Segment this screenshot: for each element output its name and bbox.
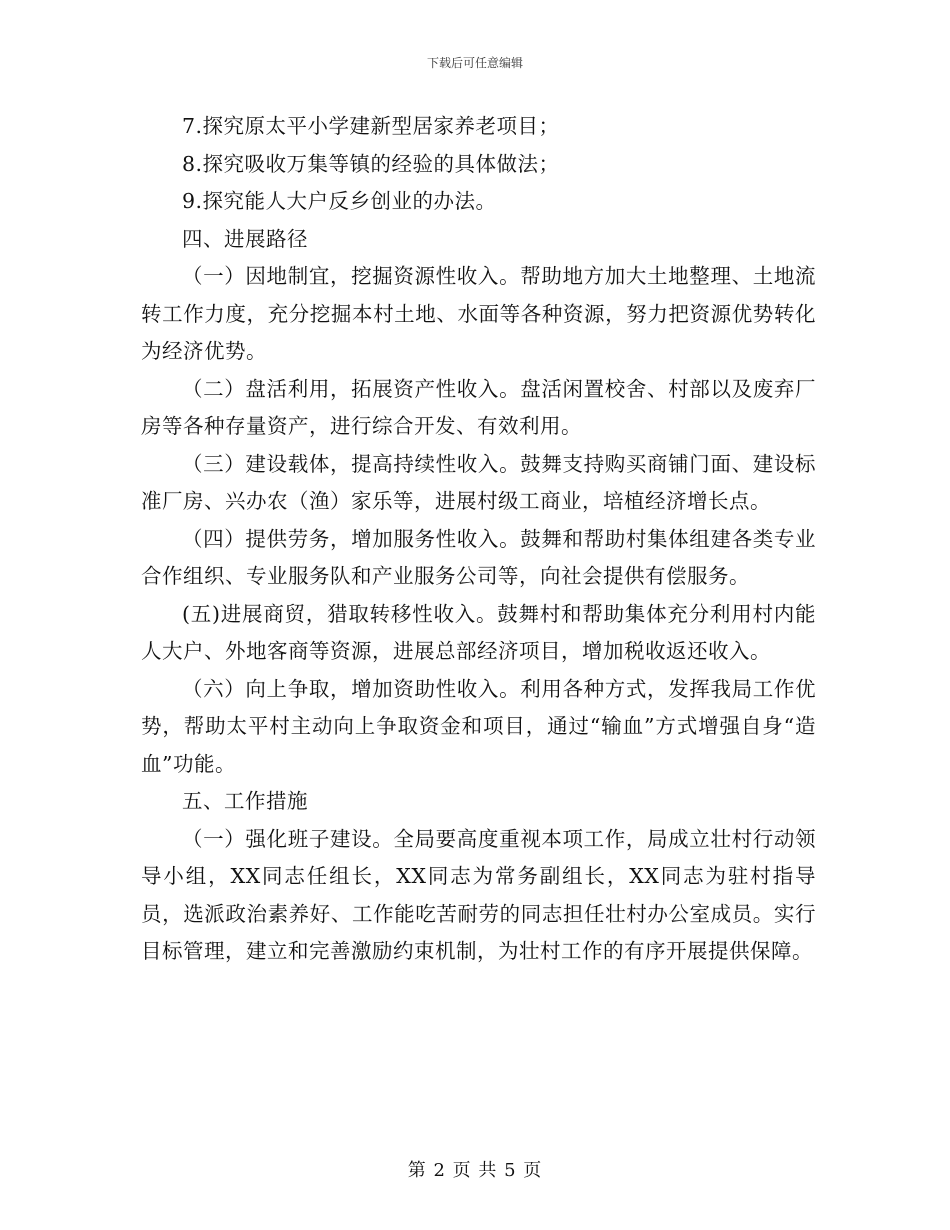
paragraph-measure-1: （一）强化班子建设。全局要高度重视本项工作，局成立壮村行动领导小组，XX同志任组长，XX同志为常务副组长，XX同志为驻村指导员，选派政治素养好、工作能吃苦耐劳的同志担任壮村办公室成员。实行目标管理，建立和完善激励约束机制，为壮村工作的有序开展提供保障。 — [141, 826, 816, 963]
list-item-9: 9.探究能人大户反乡创业的办法。 — [182, 189, 497, 213]
page-number: 第 2 页 共 5 页 — [407, 1160, 543, 1181]
paragraph-path-5: (五)进展商贸，猎取转移性收入。鼓舞村和帮助集体充分利用村内能人大户、外地客商等资源，进展总部经济项目，增加税收返还收入。 — [141, 601, 816, 663]
paragraph-path-6: （六）向上争取，增加资助性收入。利用各种方式，发挥我局工作优势，帮助太平村主动向上争取资金和项目，通过“输血”方式增强自身“造血”功能。 — [141, 676, 816, 776]
list-item-8: 8.探究吸收万集等镇的经验的具体做法； — [182, 151, 560, 176]
list-item-7: 7.探究原太平小学建新型居家养老项目； — [182, 114, 560, 138]
paragraph-path-1: （一）因地制宜，挖掘资源性收入。帮助地方加大土地整理、土地流转工作力度，充分挖掘本村土地、水面等各种资源，努力把资源优势转化为经济优势。 — [141, 264, 816, 363]
section-heading-4: 四、进展路径 — [182, 226, 308, 251]
paragraph-path-4: （四）提供劳务，增加服务性收入。鼓舞和帮助村集体组建各类专业合作组织、专业服务队和产业服务公司等，向社会提供有偿服务。 — [141, 526, 816, 588]
paragraph-path-2: （二）盘活利用，拓展资产性收入。盘活闲置校舍、村部以及废弃厂房等各种存量资产，进行综合开发、有效利用。 — [141, 376, 816, 438]
section-heading-5: 五、工作措施 — [182, 789, 308, 813]
page-header: 下载后可任意编辑 — [426, 56, 523, 70]
document-body — [141, 108, 816, 971]
paragraph-path-3: （三）建设载体，提高持续性收入。鼓舞支持购买商铺门面、建设标准厂房、兴办农（渔）家乐等，进展村级工商业，培植经济增长点。 — [141, 451, 816, 513]
